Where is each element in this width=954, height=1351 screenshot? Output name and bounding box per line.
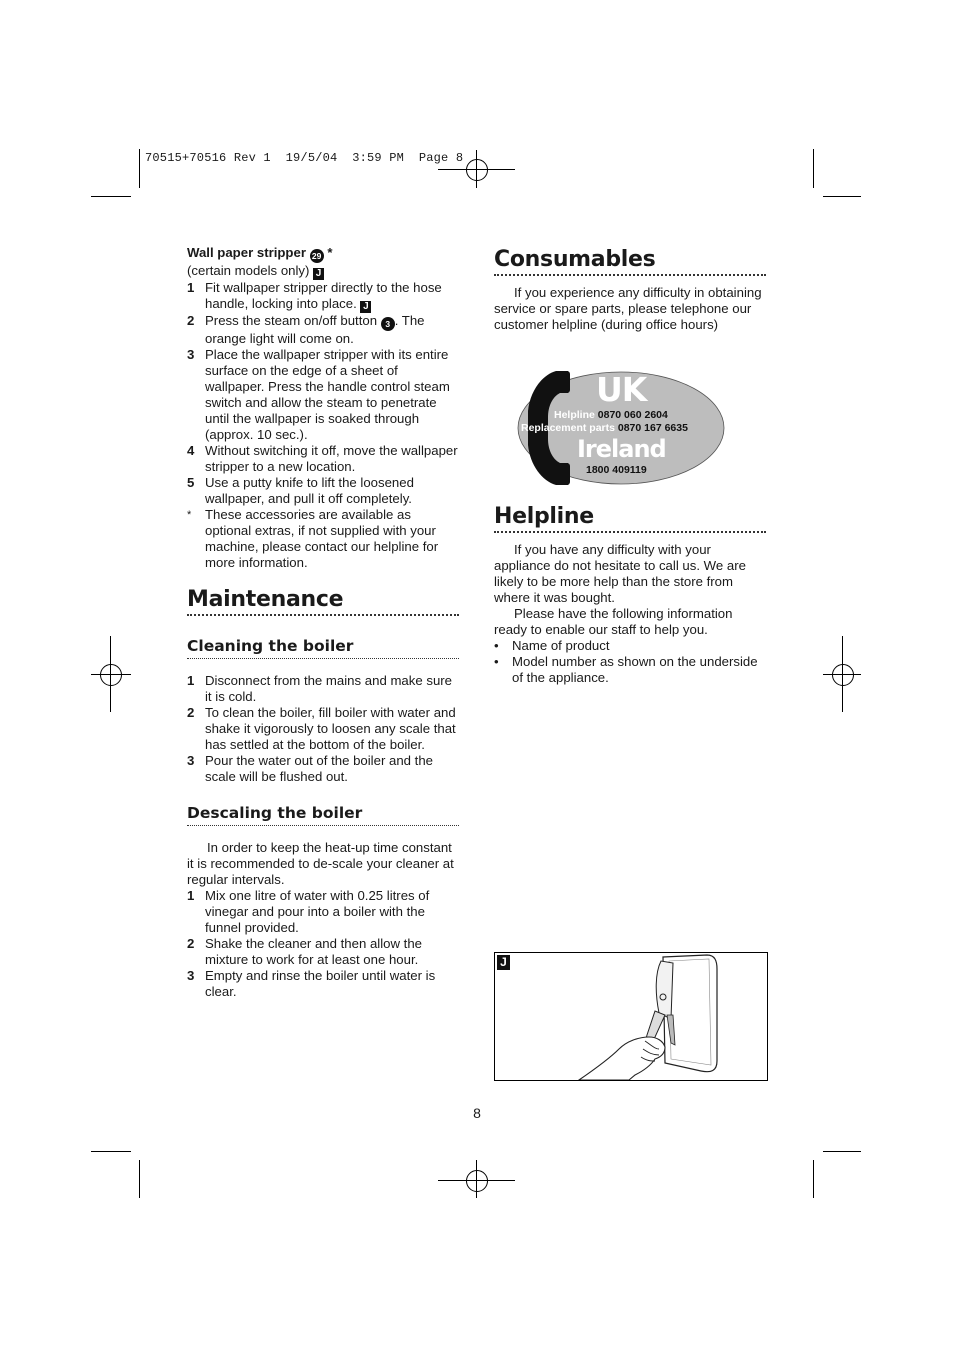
step-number: 3 (187, 347, 195, 362)
parts-number: 0870 167 6635 (617, 422, 688, 434)
bullet: • (494, 654, 499, 669)
part-ref-badge: 3 (381, 317, 395, 331)
uk-label: UK (596, 370, 647, 409)
part-ref-badge: 29 (310, 249, 324, 263)
list-item (187, 888, 459, 936)
list-item (187, 507, 459, 571)
step-number: 2 (187, 313, 195, 328)
helpline-paragraph: Please have the following information ready to enable our staff to help you. (494, 606, 733, 637)
stripper-subtitle-line (187, 263, 459, 280)
consumables-text: If you experience any difficulty in obtaining service or spare parts, please telephone our customer helpline (during office hours) (494, 285, 762, 332)
list-item (187, 968, 459, 1000)
step-number: 1 (187, 673, 195, 688)
optional-star: * (327, 245, 333, 260)
print-slug: 70515+70516 Rev 1 19/5/04 3:59 PM Page 8 (145, 151, 464, 165)
figure-ref-badge: J (313, 268, 324, 280)
step-text: To clean the boiler, fill boiler with water and shake it vigorously to loosen any scale that has settled at the bottom of the boiler. (205, 705, 456, 752)
list-item (187, 673, 459, 705)
list-item (187, 753, 459, 785)
step-number: 3 (187, 968, 195, 983)
list-item (187, 347, 459, 443)
step-number: 3 (187, 753, 195, 768)
list-item (494, 654, 766, 686)
cleaning-title: Cleaning the boiler (187, 638, 459, 659)
helpline-graphic (516, 369, 726, 487)
step-text: Disconnect from the mains and make sure it is cold. (205, 673, 453, 704)
figure-j (494, 952, 768, 1081)
consumables-title: Consumables (494, 252, 766, 276)
wallpaper-stripper-illustration (495, 953, 767, 1080)
maintenance-title: Maintenance (187, 592, 459, 616)
descaling-intro: In order to keep the heat-up time constant it is recommended to de-scale your cleaner at regular intervals. (187, 840, 454, 887)
parts-label: Replacement parts (521, 422, 615, 434)
step-number: 2 (187, 705, 195, 720)
page-number: 8 (473, 1105, 481, 1121)
list-item (187, 443, 459, 475)
step-number: 1 (187, 888, 195, 903)
step-text: Use a putty knife to lift the loosened wallpaper, and pull it off completely. (205, 475, 414, 506)
ireland-label: Ireland (577, 435, 666, 463)
stripper-heading (187, 245, 459, 263)
uk-helpline-line (554, 409, 668, 422)
step-text: Empty and rinse the boiler until water is clear. (205, 968, 436, 999)
step-text: Fit wallpaper stripper directly to the hose handle, locking into place. J (205, 280, 442, 312)
helpline-section (494, 504, 766, 686)
bullet-text: Model number as shown on the underside of the appliance. (512, 654, 758, 685)
footnote-text: These accessories are available as optional extras, if not supplied with your machine, please contact our helpline for more information. (205, 507, 439, 570)
helpline-paragraph: If you have any difficulty with your appliance do not hesitate to call us. We are likely to be more help than the store from where it was bought. (494, 542, 746, 605)
bullet: • (494, 638, 499, 653)
step-text: Shake the cleaner and then allow the mixture to work for at least one hour. (205, 936, 423, 967)
step-number: 1 (187, 280, 195, 295)
step-text: Without switching it off, move the wallpaper stripper to a new location. (205, 443, 458, 474)
bullet-text: Name of product (512, 638, 610, 653)
stripper-title: Wall paper stripper (187, 245, 306, 260)
helpline-number: 0870 060 2604 (597, 409, 668, 421)
uk-parts-line (521, 422, 688, 435)
step-number: 5 (187, 475, 195, 490)
list-item (187, 936, 459, 968)
descaling-title: Descaling the boiler (187, 805, 459, 826)
helpline-title: Helpline (494, 509, 766, 533)
step-number: 4 (187, 443, 195, 458)
figure-ref-badge: J (360, 301, 371, 313)
helpline-label: Helpline (554, 409, 595, 421)
stripper-subtitle: (certain models only) (187, 263, 310, 278)
footnote-marker: * (187, 509, 192, 521)
list-item (187, 313, 459, 347)
left-column (187, 245, 459, 1000)
step-text: Place the wallpaper stripper with its entire surface on the edge of a sheet of wallpaper. Press the handle control steam switch and allow the steam to penetrate until the wallpaper is soaked through (approx. 10 sec.). (205, 347, 450, 442)
step-text: Pour the water out of the boiler and the scale will be flushed out. (205, 753, 433, 784)
step-text: Mix one litre of water with 0.25 litres of vinegar and pour into a boiler with the funnel provided. (205, 888, 430, 935)
list-item (187, 475, 459, 507)
step-number: 2 (187, 936, 195, 951)
right-column (494, 247, 766, 333)
list-item (187, 280, 459, 313)
list-item (187, 705, 459, 753)
ireland-number: 1800 409119 (586, 464, 647, 476)
list-item (494, 638, 766, 654)
step-text: Press the steam on/off button 3 . The orange light will come on. (205, 313, 425, 346)
figure-label: J (497, 955, 510, 970)
